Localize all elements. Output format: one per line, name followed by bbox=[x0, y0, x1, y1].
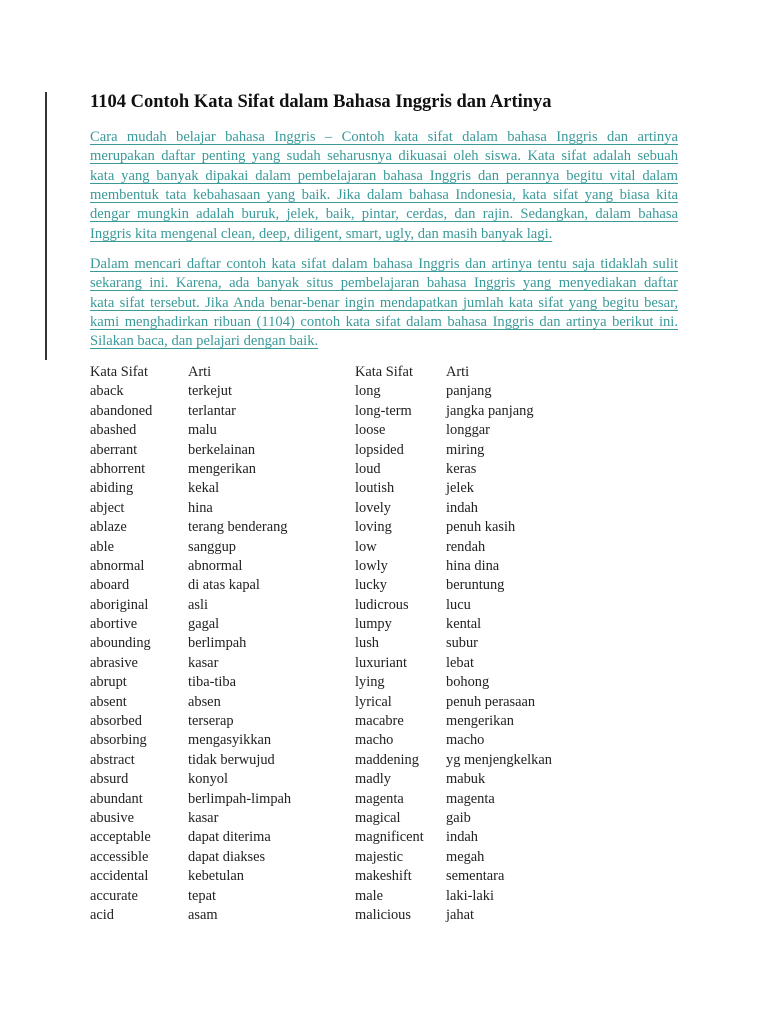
second-paragraph[interactable] bbox=[90, 255, 678, 352]
table-header-row bbox=[90, 363, 590, 382]
cell-adjective: aboard bbox=[90, 577, 130, 594]
cell-adjective-2: magnificent bbox=[355, 829, 424, 846]
page-title: 1104 Contoh Kata Sifat dalam Bahasa Inggris dan Artinya bbox=[90, 92, 552, 112]
paragraph-line[interactable] bbox=[90, 147, 678, 166]
cell-meaning-2: lucu bbox=[446, 596, 471, 613]
adjective-table bbox=[90, 363, 590, 925]
cell-adjective: accurate bbox=[90, 887, 138, 904]
cell-meaning: hina bbox=[188, 499, 213, 516]
cell-meaning-2: miring bbox=[446, 441, 485, 458]
cell-adjective: absurd bbox=[90, 771, 129, 788]
table-row bbox=[90, 557, 590, 576]
cell-adjective-2: low bbox=[355, 538, 377, 555]
cell-meaning-2: gaib bbox=[446, 809, 471, 826]
cell-meaning-2: laki-laki bbox=[446, 887, 494, 904]
cell-adjective: abrupt bbox=[90, 674, 127, 691]
cell-meaning: malu bbox=[188, 422, 217, 439]
cell-adjective-2: lopsided bbox=[355, 441, 404, 458]
cell-adjective-2: lush bbox=[355, 635, 379, 652]
cell-adjective: aboriginal bbox=[90, 596, 149, 613]
cell-meaning: gagal bbox=[188, 616, 220, 633]
cell-meaning-2: lebat bbox=[446, 654, 474, 671]
table-row bbox=[90, 518, 590, 537]
cell-meaning: asli bbox=[188, 596, 208, 613]
cell-meaning-2: jangka panjang bbox=[446, 402, 534, 419]
paragraph-line[interactable] bbox=[90, 186, 678, 205]
cell-adjective: able bbox=[90, 538, 114, 555]
cell-adjective: abashed bbox=[90, 422, 137, 439]
cell-meaning-2: beruntung bbox=[446, 577, 505, 594]
cell-meaning: tiba-tiba bbox=[188, 674, 236, 691]
cell-meaning: berlimpah-limpah bbox=[188, 790, 292, 807]
cell-adjective: aback bbox=[90, 383, 124, 400]
cell-adjective-2: lowly bbox=[355, 557, 388, 574]
cell-meaning-2: kental bbox=[446, 616, 482, 633]
cell-meaning: terkejut bbox=[188, 383, 232, 400]
cell-meaning-2: longgar bbox=[446, 422, 490, 439]
cell-meaning-2: jelek bbox=[446, 480, 474, 497]
cell-adjective-2: magical bbox=[355, 809, 401, 826]
cell-adjective-2: madly bbox=[355, 771, 391, 788]
cell-meaning: dapat diterima bbox=[188, 829, 271, 846]
link-text[interactable]: Dalam mencari daftar contoh kata sifat dalam bahasa Inggris dan artinya tentu saja tidaklah sulit bbox=[90, 256, 678, 272]
table-row bbox=[90, 828, 590, 847]
cell-meaning: tidak berwujud bbox=[188, 751, 275, 768]
paragraph-line[interactable] bbox=[90, 225, 678, 244]
cell-meaning-2: indah bbox=[446, 499, 478, 516]
link-text[interactable]: dengar mungkin adalah buruk, jelek, baik, pintar, cerdas, dan rajin. Sedangkan, dalam bahasa bbox=[90, 206, 678, 223]
cell-adjective-2: lucky bbox=[355, 577, 387, 594]
table-row bbox=[90, 460, 590, 479]
cell-meaning-2: indah bbox=[446, 829, 478, 846]
table-row bbox=[90, 867, 590, 886]
paragraph-line[interactable] bbox=[90, 313, 678, 332]
cell-adjective: abortive bbox=[90, 616, 138, 633]
cell-meaning: terlantar bbox=[188, 402, 236, 419]
table-row bbox=[90, 402, 590, 421]
link-text[interactable]: kata yang banyak dipakai dalam pembelajaran bahasa Inggris dan perannya begitu vital dalam bbox=[90, 167, 678, 184]
paragraph-line[interactable] bbox=[90, 294, 678, 313]
link-text[interactable]: kata sifat tersebut. Jika Anda benar-benar ingin mendapatkan jumlah kata sifat yang begitu besar, bbox=[90, 294, 678, 311]
link-text[interactable]: Cara mudah belajar bahasa Inggris – Contoh kata sifat dalam bahasa Inggris dan artinya bbox=[90, 129, 678, 145]
cell-adjective: abhorrent bbox=[90, 460, 146, 477]
cell-meaning-2: hina dina bbox=[446, 557, 500, 574]
table-row bbox=[90, 479, 590, 498]
cell-meaning-2: rendah bbox=[446, 538, 486, 555]
paragraph-line[interactable] bbox=[90, 332, 678, 351]
cell-adjective: abrasive bbox=[90, 654, 138, 671]
cell-adjective: abiding bbox=[90, 480, 134, 497]
header-kata-sifat-2: Kata Sifat bbox=[355, 364, 413, 380]
cell-meaning: kasar bbox=[188, 809, 219, 826]
cell-adjective-2: lying bbox=[355, 674, 385, 691]
cell-meaning: terserap bbox=[188, 713, 234, 730]
table-row bbox=[90, 441, 590, 460]
table-row bbox=[90, 654, 590, 673]
cell-adjective: aberrant bbox=[90, 441, 138, 458]
cell-meaning-2: macho bbox=[446, 732, 485, 749]
cell-meaning-2: megah bbox=[446, 848, 485, 865]
intro-paragraph[interactable] bbox=[90, 128, 678, 244]
table-row bbox=[90, 615, 590, 634]
cell-meaning-2: subur bbox=[446, 635, 478, 652]
cell-adjective-2: majestic bbox=[355, 848, 403, 865]
cell-meaning-2: yg menjengkelkan bbox=[446, 751, 552, 768]
cell-adjective-2: malicious bbox=[355, 906, 411, 923]
table-row bbox=[90, 731, 590, 750]
cell-adjective: abusive bbox=[90, 809, 134, 826]
cell-adjective-2: long bbox=[355, 383, 381, 400]
header-arti-2: Arti bbox=[446, 364, 470, 380]
cell-meaning: asam bbox=[188, 906, 218, 923]
cell-meaning-2: penuh perasaan bbox=[446, 693, 536, 710]
cell-meaning-2: penuh kasih bbox=[446, 519, 516, 536]
cell-adjective: abject bbox=[90, 499, 125, 516]
cell-adjective-2: long-term bbox=[355, 402, 412, 419]
cell-adjective-2: maddening bbox=[355, 751, 419, 768]
cell-meaning-2: panjang bbox=[446, 383, 492, 400]
cell-meaning: di atas kapal bbox=[188, 577, 260, 594]
cell-adjective: accidental bbox=[90, 868, 149, 885]
cell-meaning: sanggup bbox=[188, 538, 236, 555]
cell-adjective-2: ludicrous bbox=[355, 596, 409, 613]
table-row bbox=[90, 906, 590, 925]
table-row bbox=[90, 751, 590, 770]
cell-meaning: abnormal bbox=[188, 557, 243, 574]
cell-adjective-2: magenta bbox=[355, 790, 404, 807]
paragraph-line[interactable] bbox=[90, 205, 678, 224]
cell-meaning: mengasyikkan bbox=[188, 732, 272, 749]
cell-meaning-2: sementara bbox=[446, 868, 505, 885]
cell-adjective: accessible bbox=[90, 848, 149, 865]
table-row bbox=[90, 596, 590, 615]
paragraph-line[interactable] bbox=[90, 128, 678, 147]
cell-adjective-2: loud bbox=[355, 460, 381, 477]
cell-meaning-2: keras bbox=[446, 460, 477, 477]
cell-adjective-2: loutish bbox=[355, 480, 395, 497]
table-row bbox=[90, 848, 590, 867]
cell-adjective: abstract bbox=[90, 751, 135, 768]
paragraph-line[interactable] bbox=[90, 167, 678, 186]
link-text[interactable]: merupakan daftar penting yang sudah seharusnya dikuasai oleh siswa. Kata sifat adalah sebuah bbox=[90, 148, 678, 165]
cell-adjective: acid bbox=[90, 906, 114, 923]
cell-adjective-2: makeshift bbox=[355, 868, 412, 885]
link-text[interactable]: sekarang ini. Karena, ada banyak situs pembelajaran bahasa Inggris yang menyediakan daftar bbox=[90, 275, 678, 292]
link-text[interactable]: kami menghadirkan ribuan (1104) contoh kata sifat dalam bahasa Inggris dan artinya berikut ini. bbox=[90, 314, 678, 331]
table-row bbox=[90, 712, 590, 731]
cell-meaning-2: bohong bbox=[446, 674, 490, 691]
cell-adjective-2: male bbox=[355, 887, 383, 904]
cell-meaning: terang benderang bbox=[188, 519, 288, 536]
table-row bbox=[90, 887, 590, 906]
table-row bbox=[90, 770, 590, 789]
cell-meaning-2: magenta bbox=[446, 790, 495, 807]
cell-adjective-2: macho bbox=[355, 732, 394, 749]
table-row bbox=[90, 673, 590, 692]
table-row bbox=[90, 809, 590, 828]
table-row bbox=[90, 576, 590, 595]
paragraph-line[interactable] bbox=[90, 255, 678, 274]
cell-adjective: absorbed bbox=[90, 713, 142, 730]
cell-meaning: berlimpah bbox=[188, 635, 247, 652]
cell-adjective-2: lovely bbox=[355, 499, 391, 516]
cell-adjective: abnormal bbox=[90, 557, 145, 574]
cell-adjective-2: macabre bbox=[355, 713, 404, 730]
table-row bbox=[90, 382, 590, 401]
cell-adjective: acceptable bbox=[90, 829, 151, 846]
cell-meaning: absen bbox=[188, 693, 221, 710]
cell-meaning: tepat bbox=[188, 887, 216, 904]
cell-meaning: kasar bbox=[188, 654, 219, 671]
cell-adjective: abounding bbox=[90, 635, 151, 652]
table-row bbox=[90, 693, 590, 712]
cell-meaning: dapat diakses bbox=[188, 848, 266, 865]
cell-meaning: berkelainan bbox=[188, 441, 256, 458]
header-arti: Arti bbox=[188, 364, 212, 380]
link-text[interactable]: Inggris kita mengenal clean, deep, diligent, smart, ugly, dan masih banyak lagi. bbox=[90, 225, 553, 242]
table-row bbox=[90, 538, 590, 557]
cell-adjective-2: lumpy bbox=[355, 616, 392, 633]
link-text[interactable]: membentuk tata kebahasaan yang baik. Jika dalam bahasa Indonesia, kata sifat yang biasa kita bbox=[90, 187, 678, 204]
paragraph-line[interactable] bbox=[90, 274, 678, 293]
cell-adjective-2: luxuriant bbox=[355, 654, 407, 671]
cell-meaning-2: mabuk bbox=[446, 771, 486, 788]
cell-adjective: abundant bbox=[90, 790, 143, 807]
cell-adjective-2: loving bbox=[355, 519, 392, 536]
cell-meaning-2: jahat bbox=[446, 906, 474, 923]
table-row bbox=[90, 499, 590, 518]
table-row bbox=[90, 790, 590, 809]
link-text[interactable]: Silakan baca, dan pelajari dengan baik. bbox=[90, 333, 319, 350]
cell-meaning: kekal bbox=[188, 480, 220, 497]
cell-adjective: abandoned bbox=[90, 402, 153, 419]
cell-meaning: mengerikan bbox=[188, 460, 256, 477]
cell-adjective: absorbing bbox=[90, 732, 147, 749]
cell-adjective: absent bbox=[90, 693, 127, 710]
cell-adjective-2: lyrical bbox=[355, 693, 392, 710]
header-kata-sifat: Kata Sifat bbox=[90, 364, 148, 380]
cell-meaning: konyol bbox=[188, 771, 228, 788]
table-row bbox=[90, 634, 590, 653]
table-row bbox=[90, 421, 590, 440]
cell-adjective-2: loose bbox=[355, 422, 386, 439]
cell-adjective: ablaze bbox=[90, 519, 127, 536]
cell-meaning: kebetulan bbox=[188, 868, 244, 885]
cell-meaning-2: mengerikan bbox=[446, 713, 514, 730]
margin-change-bar bbox=[45, 92, 47, 360]
